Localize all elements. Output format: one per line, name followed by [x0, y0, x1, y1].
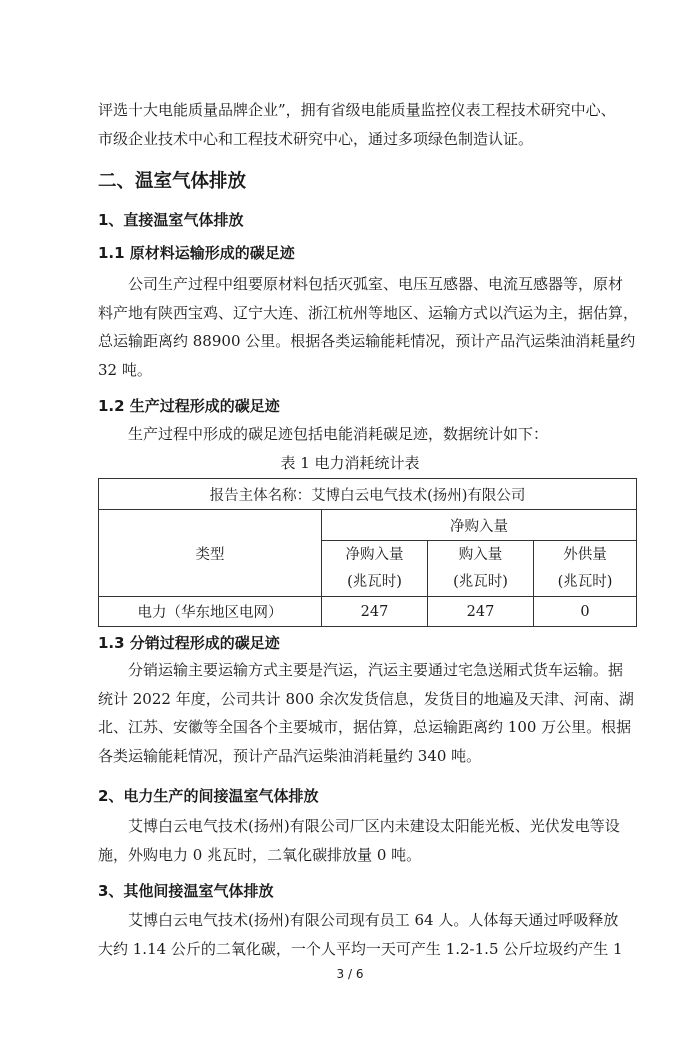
power-consumption-table: [98, 478, 637, 627]
col-header-label: 购入量: [458, 546, 503, 563]
other-indirect-paragraph: [98, 906, 623, 963]
heading-production-process: 1.2 生产过程形成的碳足迹: [98, 397, 280, 415]
raw-material-paragraph: [98, 270, 639, 384]
col-header-purchase: [428, 541, 534, 597]
page-number: 3 / 6: [336, 967, 364, 981]
text-line: 统计 2022 年度，公司共计 800 余次发货信息，发货目的地遍及天津、河南、湖: [98, 689, 634, 708]
col-header-net-purchase: [322, 541, 428, 597]
col-header-label: 外供量: [563, 546, 607, 563]
cell-external-supply: 0: [534, 597, 637, 627]
text-line: 北、江苏、安徽等全国各个主要城市，据估算，总运输距离约 100 万公里。根据: [98, 718, 632, 736]
cell-net-purchase: 247: [322, 597, 428, 627]
intro-paragraph: [98, 96, 616, 153]
heading-direct-emissions: 1、直接温室气体排放: [98, 211, 244, 229]
production-paragraph: [98, 420, 610, 449]
row-label-electricity: 电力（华东地区电网）: [99, 597, 322, 627]
text-line: 评选十大电能质量品牌企业”，拥有省级电能质量监控仪表工程技术研究中心、: [98, 101, 616, 119]
group-header: 净购入量: [322, 510, 637, 541]
table-caption: 表 1 电力消耗统计表: [280, 454, 420, 472]
heading-indirect-power: 2、电力生产的间接温室气体排放: [98, 787, 319, 805]
col-header-unit: (兆瓦时): [557, 573, 613, 590]
text-line: 大约 1.14 公斤的二氧化碳，一个人平均一天可产生 1.2-1.5 公斤垃圾约产生 1: [98, 939, 623, 958]
cell-purchase: 247: [428, 597, 534, 627]
type-header: 类型: [99, 510, 322, 597]
section-heading-ghg: 二、温室气体排放: [98, 171, 247, 192]
text-line: 总运输距离约 88900 公里。根据各类运输能耗情况，预计产品汽运柴油消耗量约: [98, 332, 636, 350]
text-line: 公司生产过程中组要原材料包括灭弧室、电压互感器、电流互感器等，原材: [128, 275, 624, 293]
text-line: 艾博白云电气技术(扬州)有限公司厂区内未建设太阳能光板、光伏发电等设: [128, 817, 620, 835]
text-line: 分销运输主要运输方式主要是汽运，汽运主要通过宅急送厢式货车运输。据: [128, 661, 624, 679]
col-header-unit: (兆瓦时): [453, 573, 508, 590]
heading-other-indirect: 3、其他间接温室气体排放: [98, 882, 274, 900]
text-line: 各类运输能耗情况，预计产品汽运柴油消耗量约 340 吨。: [98, 746, 482, 765]
col-header-label: 净购入量: [345, 546, 404, 563]
text-line: 料产地有陕西宝鸡、辽宁大连、浙江杭州等地区、运输方式以汽运为主，据估算，: [98, 303, 639, 322]
distribution-paragraph: [98, 656, 634, 770]
heading-distribution: 1.3 分销过程形成的碳足迹: [98, 634, 280, 652]
indirect-power-paragraph: [98, 812, 620, 869]
col-header-unit: (兆瓦时): [347, 573, 402, 590]
text-line: 艾博白云电气技术(扬州)有限公司现有员工 64 人。人体每天通过呼吸释放: [128, 911, 619, 929]
text-line: 32 吨。: [98, 360, 152, 379]
text-line: 施，外购电力 0 兆瓦时，二氧化碳排放量 0 吨。: [98, 845, 422, 864]
heading-raw-material-transport: 1.1 原材料运输形成的碳足迹: [98, 244, 295, 262]
reporter-cell: 报告主体名称：艾博白云电气技术(扬州)有限公司: [99, 479, 637, 510]
text-line: 生产过程中形成的碳足迹包括电能消耗碳足迹，数据统计如下：: [128, 425, 549, 443]
col-header-external-supply: [534, 541, 637, 597]
text-line: 市级企业技术中心和工程技术研究中心，通过多项绿色制造认证。: [98, 129, 534, 148]
